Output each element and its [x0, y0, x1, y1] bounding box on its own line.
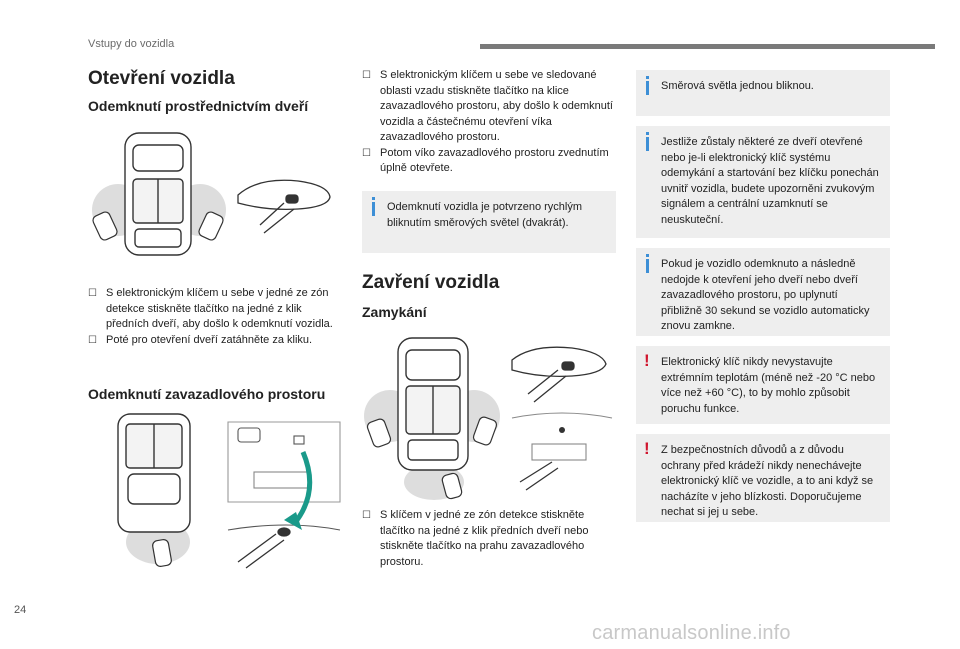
checkbox-bullet-icon: ☐: [88, 288, 97, 299]
info-box: Směrová světla jednou bliknou.: [636, 70, 890, 116]
illustration-door-unlock: [88, 125, 343, 265]
checkbox-bullet-icon: ☐: [362, 147, 371, 159]
car-top-view-icon: [398, 338, 468, 470]
info-box-unlock: Odemknutí vozidla je potvrzeno rychlým bliknutím směrových světel (dvakrát).: [362, 191, 616, 253]
list-item: ☐ S elektronickým klíčem u sebe v jedné ze zón detekce stiskněte tlačítko na jedné z klik předních dveří, aby došlo k odemknutí vozidla.: [88, 287, 333, 330]
page-title: Otevření vozidla: [88, 68, 235, 89]
page-number: 24: [14, 604, 27, 616]
list-item: ☐ Poté pro otevření dveří zatáhněte za kliku.: [88, 333, 340, 349]
info-icon: [372, 202, 375, 216]
running-header: Vstupy do vozidla: [88, 38, 175, 50]
list-item: ☐ S elektronickým klíčem u sebe ve sledované oblasti vzadu stiskněte tlačítko na klice zavazadlového prostoru, aby došlo k odemknutí vozidla a částečnému otevření víka zavazadlového prostoru.: [362, 69, 613, 143]
subtitle-lock: Zamykání: [362, 304, 427, 320]
bullets-doors: [88, 286, 340, 348]
list-item: ☐ Potom víko zavazadlového prostoru zvednutím úplně otevřete.: [362, 146, 609, 174]
info-box: Pokud je vozidlo odemknuto a následně nedojde k otevření jeho dveří nebo dveří zavazadlového prostoru, po uplynutí přibližně 30 sekund se vozidlo automaticky znovu zamkne.: [636, 248, 890, 336]
list-item: ☐ S klíčem v jedné ze zón detekce stiskněte tlačítko na jedné z klik předních dveří nebo stiskněte tlačítko na prahu zavazadlového prostoru.: [362, 509, 589, 568]
checkbox-bullet-icon: ☐: [362, 510, 371, 521]
bullets-lock: [362, 508, 616, 570]
checkbox-bullet-icon: ☐: [88, 334, 97, 346]
opening-arrow-icon: [284, 452, 310, 530]
warning-box: ! Elektronický klíč nikdy nevystavujte extrémním teplotám (méně než -20 °C nebo více než +60 °C), to by mohlo způsobit poruchu funkce.: [636, 346, 890, 424]
door-handle-icon: [512, 347, 606, 402]
checkbox-bullet-icon: ☐: [362, 70, 371, 81]
warning-icon: !: [644, 351, 650, 370]
watermark: carmanualsonline.info: [592, 622, 791, 644]
info-icon: [646, 81, 649, 95]
bullets-trunk: [362, 68, 616, 177]
info-icon: [646, 137, 649, 151]
info-icon: [646, 259, 649, 273]
subtitle-doors: Odemknutí prostřednictvím dveří: [88, 98, 309, 114]
subtitle-trunk: Odemknutí zavazadlového prostoru: [88, 386, 326, 402]
warning-box: ! Z bezpečnostních důvodů a z důvodu ochrany před krádeží nikdy nenechávejte elektronický klíč ve vozidle, a to ani když se nacházíte v jeho blízkosti. Doporučujeme nechat si jej u sebe.: [636, 434, 890, 522]
tailgate-icon: [228, 422, 340, 530]
header-rule: [480, 44, 935, 49]
hand-press-icon: [238, 528, 290, 568]
illustration-trunk-unlock: [88, 412, 343, 572]
car-top-view-icon: [118, 414, 190, 532]
car-top-view-icon: [125, 133, 191, 255]
door-handle-icon: [238, 180, 330, 233]
section-title-lock: Zavření vozidla: [362, 272, 500, 293]
warning-icon: !: [644, 439, 650, 458]
info-box: Jestliže zůstaly některé ze dveří otevřené nebo je-li elektronický klíč systému odemykání a startování bez klíčku ponechán uvnitř vozidla, budete upozorněni zvukovým signálem a centrální uzamknutí se neuskuteční.: [636, 126, 890, 238]
illustration-locking: [362, 334, 616, 502]
trunk-sill-icon: [512, 413, 612, 490]
